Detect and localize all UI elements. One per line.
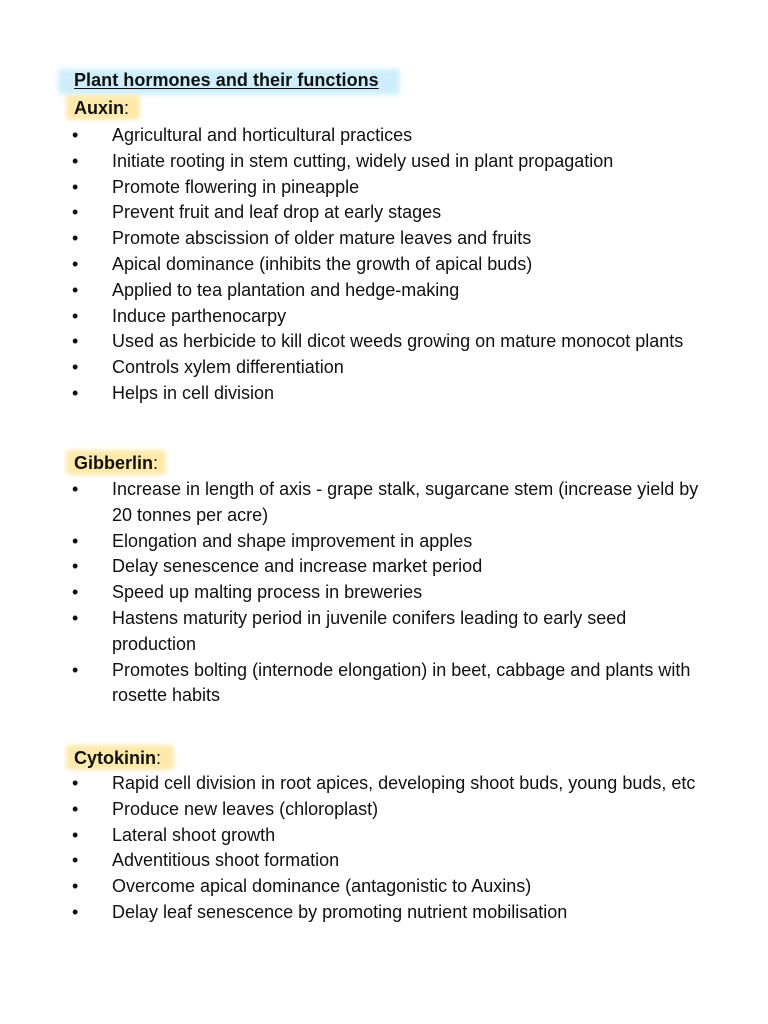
list-item-text: Produce new leaves (chloroplast) xyxy=(112,798,379,819)
bullet-icon: • xyxy=(72,773,79,793)
section-name: Cytokinin xyxy=(74,748,157,768)
title-block xyxy=(66,66,379,96)
bullet-icon: • xyxy=(72,479,79,499)
section-name: Gibberlin xyxy=(74,453,154,473)
list-item xyxy=(72,381,712,407)
list-item xyxy=(72,355,712,381)
list-item xyxy=(72,658,712,710)
section-name: Auxin xyxy=(74,98,125,118)
section-heading-gibberlin xyxy=(66,449,158,477)
section-heading-cytokinin xyxy=(66,744,161,772)
bullet-icon: • xyxy=(72,556,79,577)
bullet-icon: • xyxy=(72,125,79,145)
list-item-text: Promote flowering in pineapple xyxy=(112,176,360,197)
bullet-list-cytokinin xyxy=(72,771,712,926)
section-colon: : xyxy=(156,748,162,768)
list-item xyxy=(72,529,712,555)
list-item-text: Speed up malting process in breweries xyxy=(112,582,423,603)
list-item xyxy=(72,797,712,823)
list-item xyxy=(72,252,712,278)
list-item xyxy=(72,848,712,874)
list-item xyxy=(72,477,712,529)
list-item xyxy=(72,329,712,355)
bullet-icon: • xyxy=(72,253,79,274)
list-item-text: Increase in length of axis - grape stalk, sugarcane stem (increase yield by 20 tonnes per acre) xyxy=(112,479,699,525)
section-heading-auxin xyxy=(66,94,129,122)
list-item xyxy=(72,823,712,849)
list-item xyxy=(72,226,712,252)
bullet-icon: • xyxy=(72,530,79,551)
bullet-icon: • xyxy=(72,150,79,171)
list-item-text: Controls xylem differentiation xyxy=(112,357,344,378)
bullet-icon: • xyxy=(72,824,79,845)
bullet-icon: • xyxy=(72,901,79,922)
list-item-text: Initiate rooting in stem cutting, widely used in plant propagation xyxy=(112,150,614,171)
list-item-text: Applied to tea plantation and hedge-making xyxy=(112,279,460,300)
bullet-icon: • xyxy=(72,202,79,223)
list-item-text: Delay senescence and increase market period xyxy=(112,556,483,577)
list-item-text: Hastens maturity period in juvenile conifers leading to early seed production xyxy=(112,607,627,654)
list-item-text: Overcome apical dominance (antagonistic to Auxins) xyxy=(112,876,532,897)
list-item-text: Adventitious shoot formation xyxy=(112,850,340,871)
list-item xyxy=(72,580,712,606)
bullet-icon: • xyxy=(72,798,79,819)
bullet-icon: • xyxy=(72,357,79,378)
bullet-icon: • xyxy=(72,582,79,603)
section-colon: : xyxy=(124,98,130,118)
list-item-text: Rapid cell division in root apices, developing shoot buds, young buds, etc xyxy=(112,773,696,793)
bullet-list-auxin xyxy=(72,123,712,407)
list-item xyxy=(72,874,712,900)
list-item xyxy=(72,278,712,304)
bullet-icon: • xyxy=(72,659,79,680)
bullet-icon: • xyxy=(72,850,79,871)
bullet-icon: • xyxy=(72,382,79,403)
list-item-text: Elongation and shape improvement in apples xyxy=(112,530,473,551)
list-item-text: Promote abscission of older mature leaves and fruits xyxy=(112,228,532,249)
list-item xyxy=(72,606,712,658)
list-item xyxy=(72,175,712,201)
bullet-icon: • xyxy=(72,331,79,352)
bullet-icon: • xyxy=(72,228,79,249)
list-item xyxy=(72,200,712,226)
section-colon: : xyxy=(153,453,159,473)
bullet-icon: • xyxy=(72,876,79,897)
list-item-text: Agricultural and horticultural practices xyxy=(112,125,413,145)
page-title: Plant hormones and their functions xyxy=(74,70,379,90)
list-item xyxy=(72,771,712,797)
list-item-text: Prevent fruit and leaf drop at early stages xyxy=(112,202,442,223)
bullet-icon: • xyxy=(72,305,79,326)
bullet-icon: • xyxy=(72,279,79,300)
list-item xyxy=(72,554,712,580)
list-item-text: Promotes bolting (internode elongation) in beet, cabbage and plants with rosette habits xyxy=(112,659,691,706)
list-item xyxy=(72,123,712,149)
list-item xyxy=(72,304,712,330)
list-item-text: Helps in cell division xyxy=(112,382,275,403)
bullet-icon: • xyxy=(72,607,79,628)
bullet-list-gibberlin xyxy=(72,477,712,709)
list-item-text: Used as herbicide to kill dicot weeds growing on mature monocot plants xyxy=(112,331,684,352)
list-item-text: Apical dominance (inhibits the growth of apical buds) xyxy=(112,253,533,274)
list-item-text: Delay leaf senescence by promoting nutrient mobilisation xyxy=(112,901,568,922)
bullet-icon: • xyxy=(72,176,79,197)
list-item xyxy=(72,900,712,926)
list-item xyxy=(72,149,712,175)
list-item-text: Lateral shoot growth xyxy=(112,824,276,845)
list-item-text: Induce parthenocarpy xyxy=(112,305,287,326)
